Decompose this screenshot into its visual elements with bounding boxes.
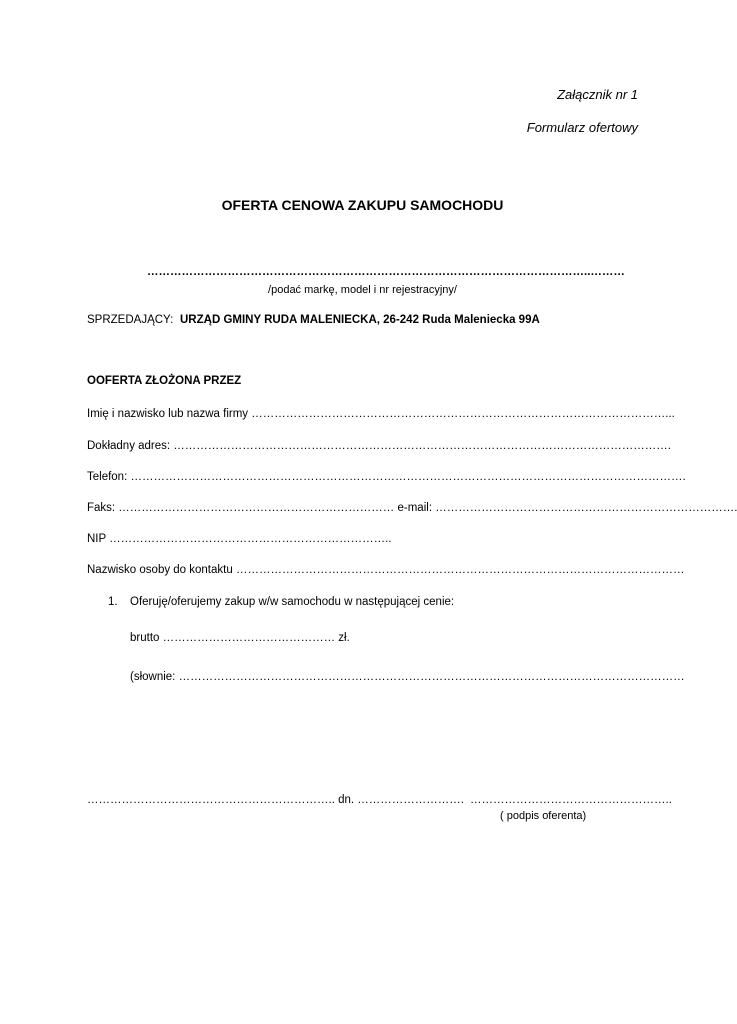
address-field[interactable]: Dokładny adres: …………………………………………………………………………………………………………………. [87,440,671,452]
offer-section-heading: OOFERTA ZŁOŻONA PRZEZ [87,375,242,387]
seller-value: URZĄD GMINY RUDA MALENIECKA, 26-242 Ruda Maleniecka 99A [180,314,540,326]
form-name-label: Formularz ofertowy [526,120,638,135]
seller-label: SPRZEDAJĄCY: [87,314,174,326]
date-place-line[interactable]: ……………………………………………………….. dn. ………………………. [87,794,464,806]
vehicle-dots-line: ……………………………………………………………………………………………………..……… [147,266,625,278]
offer-item-text: Oferuję/oferujemy zakup w/w samochodu w następującej cenie: [130,596,455,608]
contact-person-field[interactable]: Nazwisko osoby do kontaktu ……………………………………………………………………………………………………… [87,564,685,576]
vehicle-hint: /podać markę, model i nr rejestracyjny/ [268,284,457,296]
brutto-price-field[interactable]: brutto ……………………………………… zł. [130,632,350,644]
signature-label: ( podpis oferenta) [500,810,587,822]
annex-label: Załącznik nr 1 [557,87,638,102]
nip-field[interactable]: NIP ……………………………………………………………….. [87,533,392,545]
signature-line[interactable]: …………………………………………….. [470,794,672,806]
name-field[interactable]: Imię i nazwisko lub nazwa firmy ………………………………………………………………………………………………... [87,408,675,420]
offer-item-number: 1. [108,596,118,608]
phone-field[interactable]: Telefon: ………………………………………………………………………………………………………………………………. [87,471,686,483]
document-title: OFERTA CENOWA ZAKUPU SAMOCHODU [221,197,504,213]
fax-email-field[interactable]: Faks: ……………………………………………………………… e-mail: ……………………………………………………………………. [87,502,737,514]
price-in-words-field[interactable]: (słownie: …………………………………………………………………………………………………………………… [130,671,685,683]
